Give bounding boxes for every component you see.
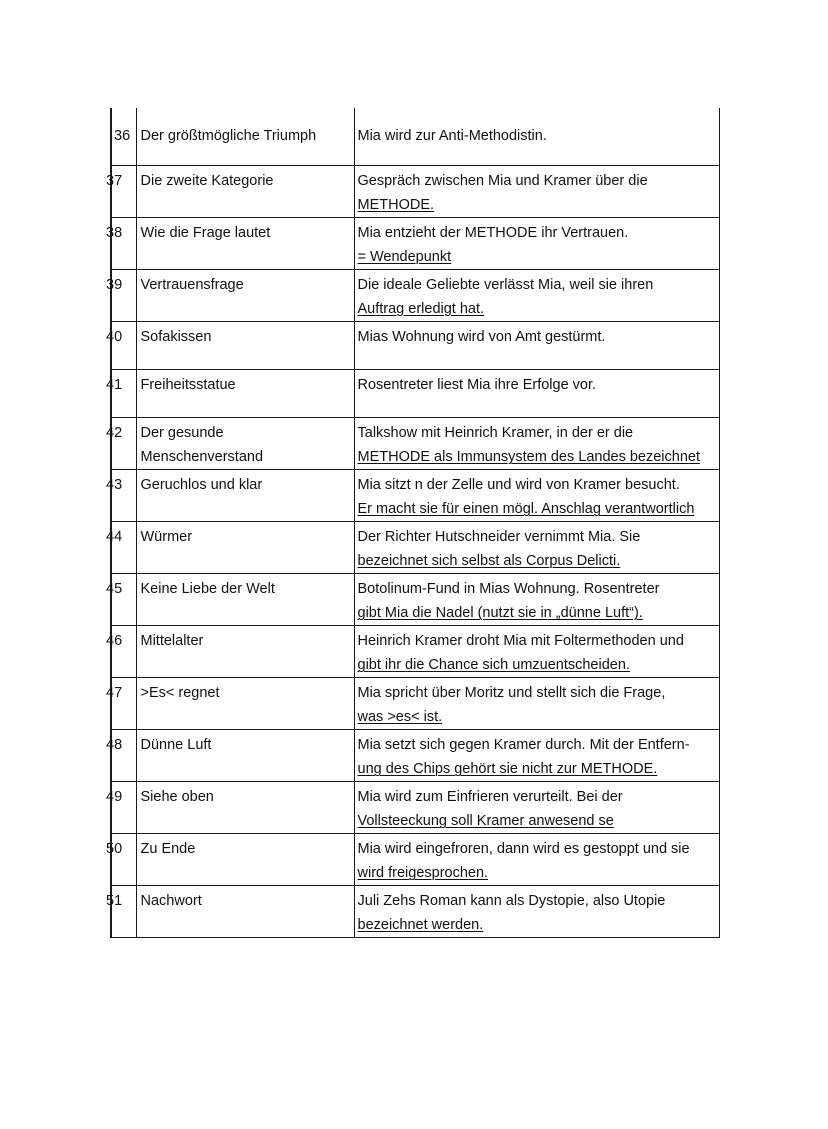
chapter-summary-cell xyxy=(354,269,719,321)
chapter-summary-cell xyxy=(354,321,719,369)
chapter-title-line: Mittelalter xyxy=(140,633,204,650)
chapter-summary-line: Mia spricht über Moritz und stellt sich die Frage, xyxy=(357,685,666,702)
chapter-number-cell: 47 xyxy=(111,678,136,730)
table-row xyxy=(111,834,719,886)
chapter-summary-line: Gespräch zwischen Mia und Kramer über die xyxy=(357,172,648,189)
chapter-title-cell xyxy=(136,834,354,886)
chapter-summary-line: Mia entzieht der METHODE ihr Vertrauen. xyxy=(357,224,629,241)
table-row xyxy=(111,886,719,938)
chapter-title-cell xyxy=(136,678,354,730)
table-row xyxy=(111,678,719,730)
chapter-summary-cell xyxy=(354,886,719,938)
chapter-number-cell: 38 xyxy=(111,217,136,269)
chapter-title-line: Keine Liebe der Welt xyxy=(140,581,275,598)
chapter-summary-line: Mia setzt sich gegen Kramer durch. Mit der Entfern- xyxy=(357,737,690,754)
chapter-summary-line: Auftrag erledigt hat. xyxy=(357,300,485,317)
chapter-number-cell: 49 xyxy=(111,782,136,834)
chapter-summary-cell xyxy=(354,217,719,269)
chapter-number-cell: 39 xyxy=(111,269,136,321)
chapter-summary-line: Der Richter Hutschneider vernimmt Mia. Sie xyxy=(357,529,641,546)
chapter-summary-line: Mia wird zur Anti-Methodistin. xyxy=(357,128,547,145)
chapter-number-cell: 36 xyxy=(111,108,136,165)
table-row xyxy=(111,369,719,417)
chapter-title-cell xyxy=(136,782,354,834)
chapter-title-line: Die zweite Kategorie xyxy=(140,172,274,189)
chapter-title-cell xyxy=(136,522,354,574)
chapter-summary-cell xyxy=(354,834,719,886)
chapter-title-cell xyxy=(136,626,354,678)
table-row xyxy=(111,418,719,470)
table-row xyxy=(111,730,719,782)
chapter-summary-cell xyxy=(354,108,719,165)
chapter-summary-cell xyxy=(354,626,719,678)
chapter-title-cell xyxy=(136,165,354,217)
chapter-summary-line: Mia wird eingefroren, dann wird es gestoppt und sie xyxy=(357,841,690,858)
chapter-summary-line: was >es< ist. xyxy=(357,709,443,726)
table-row xyxy=(111,165,719,217)
chapter-summary-line: ung des Chips gehört sie nicht zur METHODE. xyxy=(357,761,658,778)
chapter-summary-line: = Wendepunkt xyxy=(357,248,452,265)
chapter-summary-cell xyxy=(354,730,719,782)
chapter-title-cell xyxy=(136,418,354,470)
chapter-summary-cell xyxy=(354,165,719,217)
chapter-title-line: Sofakissen xyxy=(140,328,212,345)
table-row xyxy=(111,217,719,269)
chapter-number-cell: 43 xyxy=(111,470,136,522)
table-row xyxy=(111,108,719,165)
chapter-table-body xyxy=(106,108,719,938)
chapter-title-line: Zu Ende xyxy=(140,841,196,858)
chapter-title-line: Freiheitsstatue xyxy=(140,376,236,393)
chapter-number-cell: 41 xyxy=(111,369,136,417)
chapter-title-line: Vertrauensfrage xyxy=(140,276,244,293)
chapter-summary-line: Er macht sie für einen mögl. Anschlag verantwortlich xyxy=(357,501,695,518)
chapter-summary-cell xyxy=(354,678,719,730)
chapter-summary-line: METHODE als Immunsystem des Landes bezeichnet xyxy=(357,449,700,466)
chapter-summary-cell xyxy=(354,522,719,574)
chapter-summary-cell xyxy=(354,574,719,626)
chapter-summary-line: Mia sitzt n der Zelle und wird von Kramer besucht. xyxy=(357,477,680,494)
chapter-summary-line: Heinrich Kramer droht Mia mit Foltermethoden und xyxy=(357,633,684,650)
chapter-summary-line: bezeichnet werden. xyxy=(357,917,484,934)
table-row xyxy=(111,321,719,369)
table-row xyxy=(111,574,719,626)
chapter-title-cell xyxy=(136,470,354,522)
chapter-number-cell: 51 xyxy=(111,886,136,938)
chapter-title-cell xyxy=(136,269,354,321)
chapter-title-line: Wie die Frage lautet xyxy=(140,224,271,241)
chapter-number-cell: 42 xyxy=(111,418,136,470)
chapter-title-cell xyxy=(136,321,354,369)
chapter-title-line: Der größtmögliche Triumph xyxy=(140,128,317,145)
chapter-summary-cell xyxy=(354,418,719,470)
chapter-summary-line: gibt Mia die Nadel (nutzt sie in „dünne Luft“). xyxy=(357,605,643,622)
chapter-title-cell xyxy=(136,217,354,269)
chapter-title-line: Menschenverstand xyxy=(140,449,264,466)
chapter-table-wrapper xyxy=(106,108,718,938)
chapter-title-line: Siehe oben xyxy=(140,789,214,806)
chapter-title-cell xyxy=(136,730,354,782)
chapter-number-cell: 37 xyxy=(111,165,136,217)
chapter-number-cell: 50 xyxy=(111,834,136,886)
chapter-summary-line: Die ideale Geliebte verlässt Mia, weil sie ihren xyxy=(357,276,654,293)
chapter-title-cell xyxy=(136,108,354,165)
chapter-number-cell: 40 xyxy=(111,321,136,369)
chapter-summary-line: Botolinum-Fund in Mias Wohnung. Rosentreter xyxy=(357,581,660,598)
chapter-summary-line: wird freigesprochen. xyxy=(357,865,489,882)
chapter-title-line: Geruchlos und klar xyxy=(140,477,263,494)
chapter-title-line: Dünne Luft xyxy=(140,737,212,754)
chapter-summary-line: Mia wird zum Einfrieren verurteilt. Bei der xyxy=(357,789,623,806)
chapter-number-cell: 46 xyxy=(111,626,136,678)
table-row xyxy=(111,626,719,678)
chapter-summary-line: METHODE. xyxy=(357,196,435,213)
chapter-title-line: Nachwort xyxy=(140,893,202,910)
chapter-summary-cell xyxy=(354,782,719,834)
chapter-title-line: >Es< regnet xyxy=(140,685,220,702)
chapter-summary-line: bezeichnet sich selbst als Corpus Delicti. xyxy=(357,553,621,570)
chapter-summary-line: Mias Wohnung wird von Amt gestürmt. xyxy=(357,328,606,345)
chapter-summary-line: Juli Zehs Roman kann als Dystopie, also Utopie xyxy=(357,893,666,910)
table-row xyxy=(111,269,719,321)
chapter-title-line: Der gesunde xyxy=(140,425,224,442)
chapter-summary-line: Talkshow mit Heinrich Kramer, in der er die xyxy=(357,425,634,442)
chapter-summary-line: Vollsteeckung soll Kramer anwesend se xyxy=(357,813,614,830)
chapter-number-cell: 45 xyxy=(111,574,136,626)
chapter-table xyxy=(106,108,720,938)
chapter-title-cell xyxy=(136,369,354,417)
chapter-title-cell xyxy=(136,886,354,938)
table-row xyxy=(111,470,719,522)
chapter-number-cell: 48 xyxy=(111,730,136,782)
chapter-summary-cell xyxy=(354,470,719,522)
chapter-number-cell: 44 xyxy=(111,522,136,574)
chapter-summary-line: Rosentreter liest Mia ihre Erfolge vor. xyxy=(357,376,597,393)
table-row xyxy=(111,782,719,834)
chapter-title-cell xyxy=(136,574,354,626)
chapter-summary-cell xyxy=(354,369,719,417)
chapter-summary-line: gibt ihr die Chance sich umzuentscheiden. xyxy=(357,657,630,674)
chapter-title-line: Würmer xyxy=(140,529,193,546)
table-row xyxy=(111,522,719,574)
